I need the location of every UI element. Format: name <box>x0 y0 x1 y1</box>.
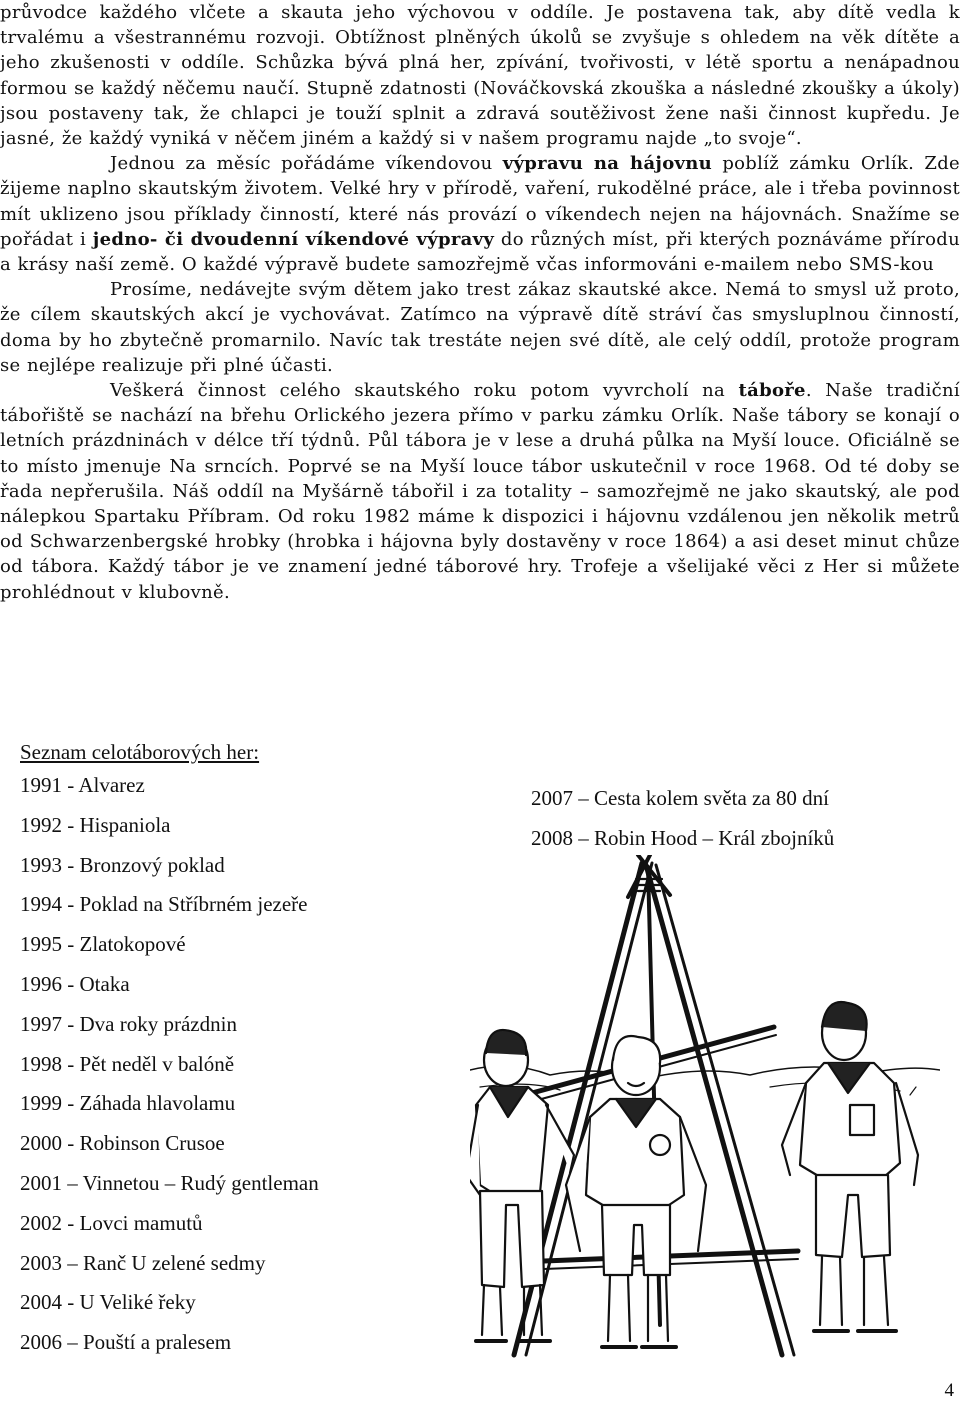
camp-text-2: . Naše tradiční tábořiště se nachází na břehu Orlického jezera přímo v parku zámku Orlík. Naše tábory se konají o letních prázdninách v délce tří týdnů. Půl tábora je v lese a druhá půlka na Myší louce. Oficiálně se to místo jmenuje Na srncích. Poprvé se na Myší louce tábor uskutečnil v roce 1968. Od té doby se řada nepřerušila. Náš oddíl na Myšárně tábořil i za totality – samozřejmě ne jako skautský, ale pod nálepkou Spartaku Příbram. Od roku 1982 máme k dispozici i hájovnu vzdálenou jen několik metrů od Schwarzenbergské hrobky (hrobka i hájovna byly dostavěny v roce 1864) a asi deset minut chůze od tábora. Každý tábor je ve znamení jedné táborové hry. Trofeje a všelijaké věci z Her si můžete prohlédnout v klubovně. <box>0 380 960 603</box>
game-list-item: 1991 - Alvarez <box>20 773 145 797</box>
page-number: 4 <box>944 1380 954 1401</box>
game-list-item: 2007 – Cesta kolem světa za 80 dní <box>531 786 830 810</box>
games-list-left <box>20 766 319 1363</box>
body-text <box>0 0 960 605</box>
trips-text-2: poblíž zámku Orlík. Zde žijeme naplno skautským životem. Velké hry v přírodě, vaření, rukodělné práce, ale i třeba povinnost mít uklizeno jsou příklady činností, které nás provází o víkendech nejen na hájovnách. Snažíme se pořádat i <box>0 153 960 250</box>
game-list-item: 1997 - Dva roky prázdnin <box>20 1011 237 1036</box>
game-list-item: 2006 – Pouští a pralesem <box>20 1330 232 1355</box>
scouts-tripod-illustration <box>470 855 940 1365</box>
trips-text-1: Jednou za měsíc pořádáme víkendovou <box>110 153 503 175</box>
paragraph-trips <box>0 151 960 277</box>
game-list-item: 2002 - Lovci mamutů <box>20 1210 203 1235</box>
paragraph-intro: průvodce každého vlčete a skauta jeho výchovou v oddíle. Je postavena tak, aby dítě vedla k trvalému a všestrannému rozvoji. Obtížnost plněných úkolů se zvyšuje s ohledem na věk dítěte a jeho zkušenosti v oddíle. Schůzka bývá plná her, zpívání, tvořivosti, v létě sportu a nenápadnou formou se každý něčemu naučí. Stupně zdatnosti (Nováčkovská zkouška a následné zkoušky a úkoly) jsou postaveny tak, že chlapci je touží splnit a zdravá soutěživost žene naši činnost kupředu. Je jasné, že každý vyniká v něčem jiném a každý si v našem programu najde „to svoje“. <box>0 2 960 150</box>
games-list-heading: Seznam celotáborových her: <box>20 740 260 764</box>
game-list-item: 1999 - Záhada hlavolamu <box>20 1091 236 1116</box>
game-list-item: 2003 – Ranč U zelené sedmy <box>20 1250 266 1275</box>
game-list-item: 1996 - Otaka <box>20 971 130 996</box>
game-list-item: 1994 - Poklad na Stříbrném jezeře <box>20 892 308 917</box>
camp-text-1: Veškerá činnost celého skautského roku potom vyvrcholí na <box>110 380 739 402</box>
game-list-item: 1992 - Hispaniola <box>20 812 171 837</box>
trips-bold-weekend: jedno- či dvoudenní víkendové výpravy <box>92 228 495 250</box>
game-list-item: 2000 - Robinson Crusoe <box>20 1131 225 1156</box>
games-list-right <box>531 779 834 858</box>
game-list-item: 1995 - Zlatokopové <box>20 932 186 957</box>
trips-bold-hajovna: výpravu na hájovnu <box>502 153 713 175</box>
game-list-item: 2001 – Vinnetou – Rudý gentleman <box>20 1170 319 1195</box>
game-list-item: 2008 – Robin Hood – Král zbojníků <box>531 825 835 850</box>
trips-text-3: do různých míst, při kterých poznáváme přírodu a krásy naší země. O každé výpravě budete samozřejmě včas informováni e-mailem nebo SMS-kou <box>0 228 960 276</box>
camp-bold-tabor: táboře <box>738 380 806 402</box>
paragraph-camp <box>0 378 960 605</box>
game-list-item: 2004 - U Veliké řeky <box>20 1290 196 1315</box>
game-list-item: 1998 - Pět neděl v balóně <box>20 1051 235 1076</box>
paragraph-request: Prosíme, nedávejte svým dětem jako trest zákaz skautské akce. Nemá to smysl už proto, že cílem skautských akcí je vychovávat. Zatímco na výpravě dítě stráví čas smysluplnou činností, doma by ho zbytečně promarnilo. Navíc tak trestáte nejen své dítě, ale celý oddíl, protože program se nejlépe realizuje při plné účasti. <box>0 279 960 376</box>
game-list-item: 1993 - Bronzový poklad <box>20 852 225 877</box>
